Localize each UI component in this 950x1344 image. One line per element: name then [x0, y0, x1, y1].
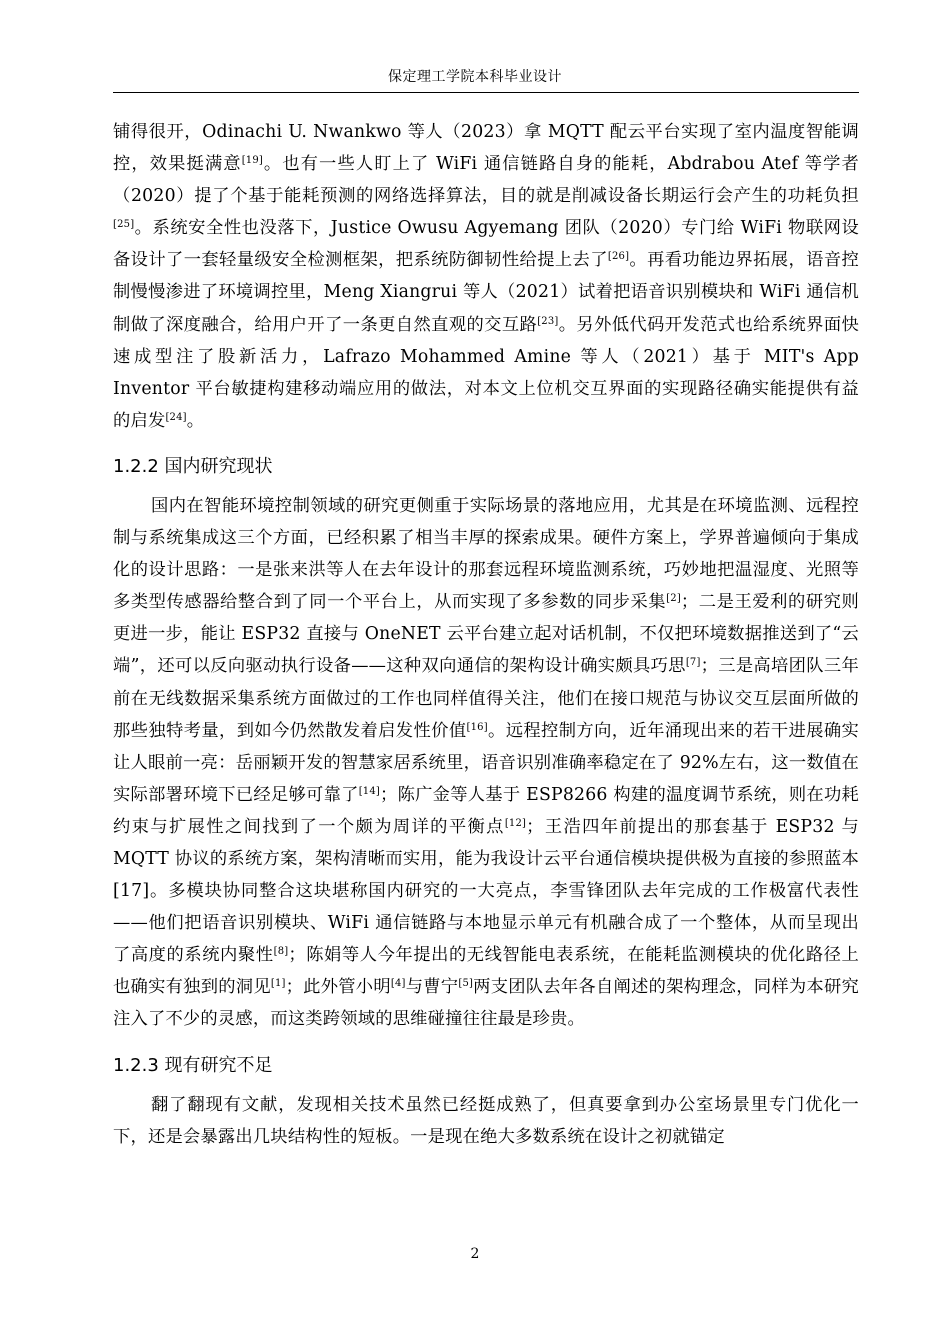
text-run: ；二是王爱利的研究则更进一步，能让 ESP32 直接与 OneNET 云平台建立起对话机制，不仅把环境数据推送到了“云端”，还可以反向驱动执行设备——这种双向通信的架构设计确实颇具巧思 — [113, 592, 859, 677]
citation-marker: [2] — [666, 593, 681, 605]
text-run: 。另外低代码开发范式也给系统界面快速成型注了股新活力，Lafrazo Mohammed Amine 等人（2021）基于 MIT's App Inventor 平台敏捷构建移动端应用的做法，对本文上位机交互界面的实现路径确实能提供有益的启发 — [113, 314, 859, 431]
body-text — [113, 116, 859, 1153]
text-run: 两支团队去年各自阐述的架构理念，同样为本研究注入了不少的灵感，而这类跨领域的思维碰撞往往最是珍贵。 — [113, 977, 859, 1030]
paragraph-domestic-research — [113, 490, 859, 1036]
citation-marker: [14] — [358, 785, 381, 797]
citation-marker: [26] — [607, 251, 630, 263]
citation-marker: [8] — [273, 946, 289, 958]
text-run: 。 — [186, 410, 205, 431]
heading-research-shortcomings: 1.2.3 现有研究不足 — [113, 1054, 273, 1076]
paragraph-international-research — [113, 116, 859, 437]
header-rule — [113, 92, 859, 93]
citation-marker: [1] — [270, 978, 286, 990]
text-run: 。系统安全性也没落下，Justice Owusu Agyemang 团队（2020）专门给 WiFi 物联网设备设计了一套轻量级安全检测框架，把系统防御韧性给提上去了 — [113, 218, 859, 271]
citation-marker: [16] — [466, 721, 488, 733]
text-run: 与曹宁 — [405, 977, 459, 998]
text-run: 铺得很开，Odinachi U. Nwankwo 等人（2023）拿 MQTT 配云平台实现了室内温度智能调控，效果挺满意 — [113, 122, 859, 175]
text-run: 。也有一些人盯上了 WiFi 通信链路自身的能耗，Abdrabou Atef 等学者（2020）提了个基于能耗预测的网络选择算法，目的就是削减设备长期运行会产生的功耗负担 — [113, 154, 860, 207]
citation-marker: [5] — [458, 978, 474, 990]
text-run: 。再看功能边界拓展，语音控制慢慢渗进了环境调控里，Meng Xiangrui 等人（2021）试着把语音识别模块和 WiFi 通信机制做了深度融合，给用户开了一条更自然直观的交互路 — [113, 250, 859, 335]
text-run: ；陈广金等人基于 ESP8266 构建的温度调节系统，则在功耗约束与扩展性之间找到了一个颇为周详的平衡点 — [113, 784, 859, 837]
page-number: 2 — [470, 1246, 480, 1262]
text-run: ；王浩四年前提出的那套基于 ESP32 与 MQTT 协议的系统方案，架构清晰而实用，能为我设计云平台通信模块提供极为直接的参照蓝本[17]。多模块协同整合这块堪称国内研究的一大亮点，李雪锋团队去年完成的工作极富代表性——他们把语音识别模块、WiFi 通信链路与本地显示单元有机融合成了一个整体，从而呈现出了高度的系统内聚性 — [113, 816, 860, 966]
citation-marker: [7] — [685, 657, 701, 669]
citation-marker: [25] — [113, 219, 135, 231]
text-run: ；陈娟等人今年提出的无线智能电表系统，在能耗监测模块的优化路径上也确实有独到的洞见 — [113, 945, 859, 998]
heading-domestic-research: 1.2.2 国内研究现状 — [113, 455, 273, 477]
citation-marker: [23] — [537, 315, 559, 327]
text-run: 翻了翻现有文献，发现相关技术虽然已经挺成熟了，但真要拿到办公室场景里专门优化一下，还是会暴露出几块结构性的短板。一是现在绝大多数系统在设计之初就锚定 — [113, 1094, 859, 1147]
citation-marker: [24] — [165, 411, 187, 423]
citation-marker: [19] — [241, 155, 264, 167]
paragraph-research-shortcomings — [113, 1089, 859, 1153]
citation-marker: [12] — [504, 817, 527, 829]
citation-marker: [4] — [390, 978, 406, 990]
text-run: 。远程控制方向，近年涌现出来的若干进展确实让人眼前一亮：岳丽颖开发的智慧家居系统里，语音识别准确率稳定在了 92%左右，这一数值在实际部署环境下已经足够可靠了 — [113, 720, 859, 805]
text-run: 国内在智能环境控制领域的研究更侧重于实际场景的落地应用，尤其是在环境监测、远程控制与系统集成这三个方面，已经积累了相当丰厚的探索成果。硬件方案上，学界普遍倾向于集成化的设计思路：一是张来洪等人在去年设计的那套远程环境监测系统，巧妙地把温湿度、光照等多类型传感器给整合到了同一个平台上，从而实现了多参数的同步采集 — [113, 495, 859, 613]
text-run: ；此外管小明 — [285, 977, 391, 998]
text-run: ；三是高培团队三年前在无线数据采集系统方面做过的工作也同样值得关注，他们在接口规范与协议交互层面所做的那些独特考量，到如今仍然散发着启发性价值 — [113, 656, 860, 741]
running-header: 保定理工学院本科毕业设计 — [388, 69, 562, 85]
